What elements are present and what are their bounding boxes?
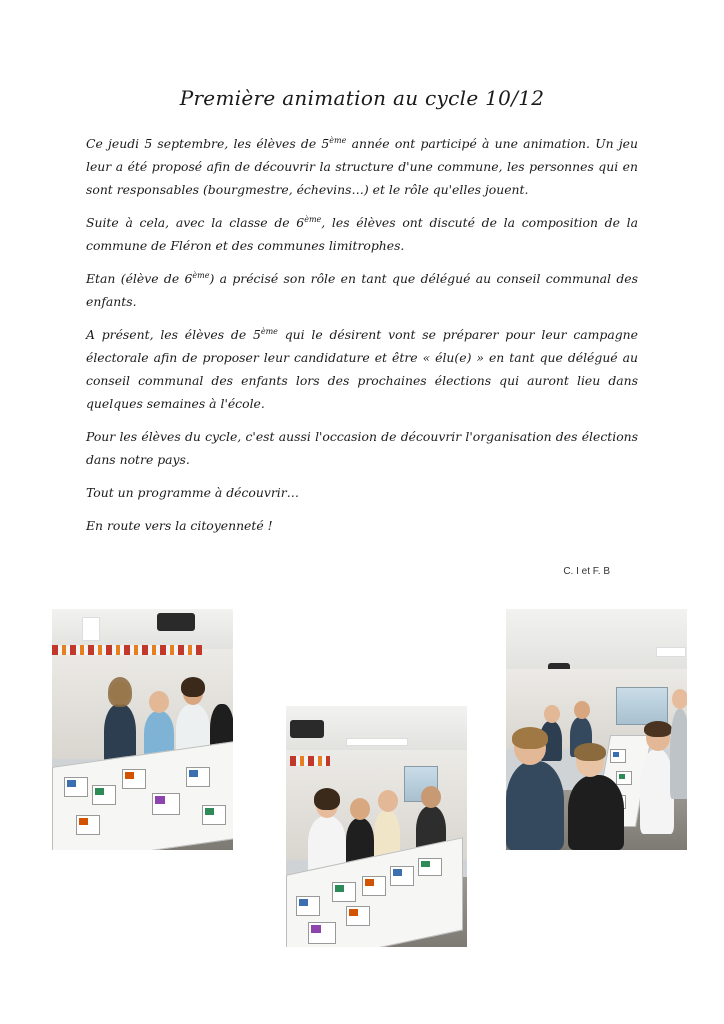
photo-center bbox=[286, 706, 467, 947]
article-body bbox=[86, 132, 638, 547]
page-title: Première animation au cycle 10/12 bbox=[179, 86, 545, 110]
photo-left bbox=[52, 609, 233, 850]
paragraph-6: Tout un programme à découvrir… bbox=[86, 485, 300, 500]
paragraph-4: A présent, les élèves de 5ème qui le désirent vont se préparer pour leur campagne électorale afin de proposer leur candidature et être « élu(e) » en tant que délégué au conseil communal des enfants lors des prochaines élections qui auront lieu dans quelques semaines à l'école. bbox=[86, 327, 638, 411]
photo-right bbox=[506, 609, 687, 850]
paragraph-2: Suite à cela, avec la classe de 6ème, les élèves ont discuté de la composition de la commune de Fléron et des communes limitrophes. bbox=[86, 215, 638, 253]
paragraph-5: Pour les élèves du cycle, c'est aussi l'occasion de découvrir l'organisation des élections dans notre pays. bbox=[86, 429, 638, 467]
paragraph-3: Etan (élève de 6ème) a précisé son rôle en tant que délégué au conseil communal des enfants. bbox=[86, 271, 638, 309]
paragraph-7: En route vers la citoyenneté ! bbox=[86, 518, 273, 533]
signature: C. I et F. B bbox=[563, 566, 610, 577]
paragraph-1: Ce jeudi 5 septembre, les élèves de 5ème année ont participé à une animation. Un jeu leur a été proposé afin de découvrir la structure d'une commune, les personnes qui en sont responsables (bourgmestre, échevins…) et le rôle qu'elles jouent. bbox=[86, 136, 638, 197]
